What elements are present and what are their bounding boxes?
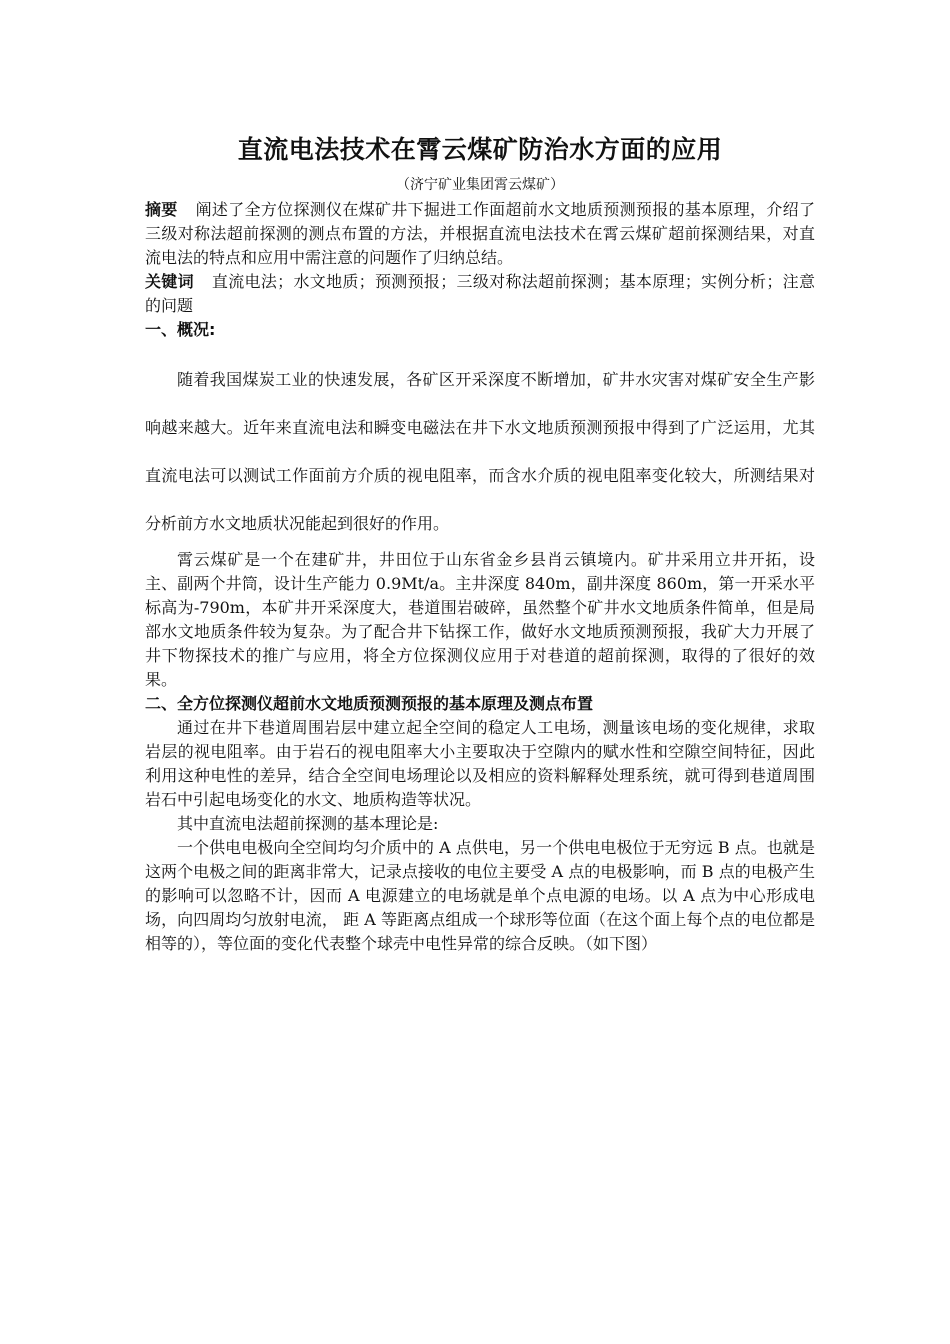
keywords-label: 关键词 bbox=[145, 272, 194, 291]
document-page bbox=[145, 132, 815, 956]
paragraph-principle-2: 其中直流电法超前探测的基本理论是: bbox=[177, 814, 439, 833]
abstract bbox=[145, 198, 815, 270]
paragraph-overview-1: 随着我国煤炭工业的快速发展，各矿区开采深度不断增加，矿井水灾害对煤矿安全生产影响越来越大。近年来直流电法和瞬变电磁法在井下水文地质预测预报中得到了广泛运用，尤其直流电法可以测试工作面前方介质的视电阻率，而含水介质的视电阻率变化较大，所测结果对分析前方水文地质状况能起到很好的作用。 bbox=[145, 370, 815, 533]
document-title: 直流电法技术在霄云煤矿防治水方面的应用 bbox=[237, 135, 723, 164]
paragraph-principle-1: 通过在井下巷道周围岩层中建立起全空间的稳定人工电场，测量该电场的变化规律，求取岩层的视电阻率。由于岩石的视电阻率大小主要取决于空隙内的赋水性和空隙空间特征，因此利用这种电性的差异，结合全空间电场理论以及相应的资料解释处理系统，就可得到巷道周围岩石中引起电场变化的水文、地质构造等状况。 bbox=[145, 718, 815, 809]
abstract-label: 摘要 bbox=[145, 200, 178, 219]
section-heading-overview: 一、概况: bbox=[145, 320, 216, 339]
section-heading-principle: 二、全方位探测仪超前水文地质预测预报的基本原理及测点布置 bbox=[145, 694, 594, 713]
abstract-text: 阐述了全方位探测仪在煤矿井下掘进工作面超前水文地质预测预报的基本原理，介绍了三级对称法超前探测的测点布置的方法，并根据直流电法技术在霄云煤矿超前探测结果，对直流电法的特点和应用中需注意的问题作了归纳总结。 bbox=[145, 200, 815, 267]
paragraph-overview-2: 霄云煤矿是一个在建矿井，井田位于山东省金乡县肖云镇境内。矿井采用立井开拓，设主、副两个井筒，设计生产能力 0.9Mt/a。主井深度 840m，副井深度 860m，第一开采水平标高为-790m，本矿井开采深度大，巷道围岩破碎，虽然整个矿井水文地质条件简单，但是局部水文地质条件较为复杂。为了配合井下钻探工作，做好水文地质预测预报，我矿大力开展了井下物探技术的推广与应用，将全方位探测仪应用于对巷道的超前探测，取得的了很好的效果。 bbox=[145, 550, 815, 689]
keywords-text: 直流电法；水文地质；预测预报；三级对称法超前探测；基本原理；实例分析；注意的问题 bbox=[145, 272, 815, 315]
keywords bbox=[145, 270, 815, 318]
affiliation: （济宁矿业集团霄云煤矿） bbox=[396, 177, 564, 193]
paragraph-principle-3: 一个供电电极向全空间均匀介质中的 A 点供电，另一个供电电极位于无穷远 B 点。也就是这两个电极之间的距离非常大，记录点接收的电位主要受 A 点的电极影响，而 B 点的电极产生的影响可以忽略不计，因而 A 电源建立的电场就是单个点电源的电场。以 A 点为中心形成电场，向四周均匀放射电流， 距 A 等距离点组成一个球形等位面（在这个面上每个点的电位都是相等的），等位面的变化代表整个球壳中电性异常的综合反映。（如下图） bbox=[145, 838, 815, 953]
